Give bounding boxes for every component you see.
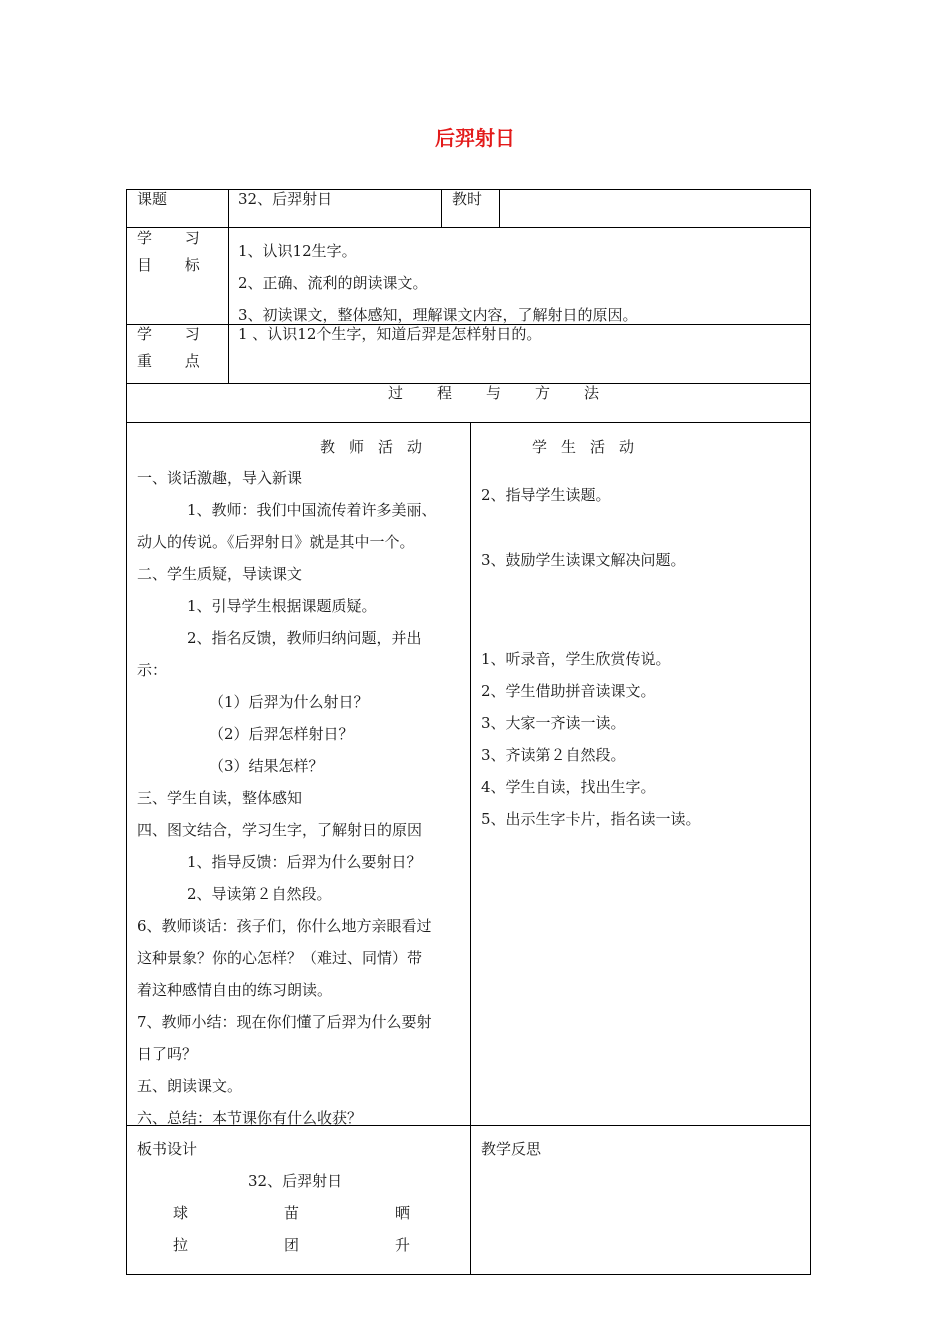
board-char: 晒 (395, 1204, 411, 1222)
key-points-label-line1: 学 习 (137, 325, 214, 343)
board-label: 板书设计 (137, 1140, 198, 1158)
teacher-line: 2、指名反馈，教师归纳问题，并出 (187, 629, 422, 647)
goal-item: 3、初读课文，整体感知，理解课文内容，了解射日的原因。 (238, 306, 638, 324)
column-divider (470, 422, 471, 1275)
page-title: 后羿射日 (435, 126, 515, 150)
topic-value: 32、后羿射日 (238, 190, 333, 208)
teacher-line: 这种景象？你的心怎样？（难过、同情）带 (137, 949, 423, 967)
column-divider (499, 189, 500, 228)
topic-label: 课题 (137, 190, 168, 208)
student-line: 3、鼓励学生读课文解决问题。 (481, 551, 686, 569)
board-subtitle: 32、后羿射日 (248, 1172, 343, 1190)
teacher-line: 示： (137, 661, 168, 679)
student-heading: 学生活动 (532, 438, 649, 456)
table-border-left (126, 189, 127, 1275)
teacher-line: 6、教师谈话：孩子们，你什么地方亲眼看过 (137, 917, 432, 935)
period-label: 教时 (452, 190, 483, 208)
teacher-line: 六、总结：本节课你有什么收获？ (137, 1109, 363, 1127)
board-char: 团 (284, 1236, 300, 1254)
board-char: 苗 (284, 1204, 300, 1222)
table-border-right (810, 189, 811, 1275)
teacher-line: 三、学生自读，整体感知 (137, 789, 303, 807)
board-char: 拉 (173, 1236, 189, 1254)
teacher-heading: 教师活动 (320, 438, 437, 456)
teacher-line: （3）结果怎样？ (209, 757, 324, 775)
student-line: 2、学生借助拼音读课文。 (481, 682, 656, 700)
goal-item: 1、认识12生字。 (238, 242, 357, 260)
student-line: 4、学生自读，找出生字。 (481, 778, 656, 796)
teacher-line: 四、图文结合，学习生字，了解射日的原因 (137, 821, 423, 839)
row-divider (126, 422, 811, 423)
teacher-line: 1、引导学生根据课题质疑。 (187, 597, 377, 615)
teacher-line: 一、谈话激趣，导入新课 (137, 469, 303, 487)
goals-label-line1: 学 习 (137, 229, 214, 247)
teacher-line: 着这种感情自由的练习朗读。 (137, 981, 333, 999)
teacher-line: 1、教师：我们中国流传着许多美丽、 (187, 501, 437, 519)
student-line: 2、指导学生读题。 (481, 486, 611, 504)
teacher-line: 动人的传说。《后羿射日》就是其中一个。 (137, 533, 415, 551)
teacher-line: 二、学生质疑，导读课文 (137, 565, 303, 583)
column-divider (228, 189, 229, 384)
key-points-text: 1 、认识12个生字，知道后羿是怎样射日的。 (238, 325, 542, 343)
goals-label-line2: 目 标 (137, 256, 214, 274)
teacher-line: 2、导读第２自然段。 (187, 885, 332, 903)
board-char: 升 (395, 1236, 411, 1254)
goal-item: 2、正确、流利的朗读课文。 (238, 274, 428, 292)
student-line: 1、听录音，学生欣赏传说。 (481, 650, 671, 668)
key-points-label-line2: 重 点 (137, 352, 214, 370)
student-line: 3、大家一齐读一读。 (481, 714, 626, 732)
student-line: 3、齐读第２自然段。 (481, 746, 626, 764)
process-header: 过程与方法 (388, 384, 634, 402)
teacher-line: 1、指导反馈：后羿为什么要射日？ (187, 853, 422, 871)
student-line: 5、出示生字卡片，指名读一读。 (481, 810, 701, 828)
table-border-bottom (126, 1274, 811, 1275)
teacher-line: （1）后羿为什么射日？ (209, 693, 369, 711)
column-divider (441, 189, 442, 228)
teacher-line: 日了吗？ (137, 1045, 198, 1063)
teacher-line: （2）后羿怎样射日？ (209, 725, 354, 743)
board-char: 球 (173, 1204, 189, 1222)
teacher-line: 五、朗读课文。 (137, 1077, 243, 1095)
reflection-label: 教学反思 (481, 1140, 542, 1158)
teacher-line: 7、教师小结：现在你们懂了后羿为什么要射 (137, 1013, 432, 1031)
